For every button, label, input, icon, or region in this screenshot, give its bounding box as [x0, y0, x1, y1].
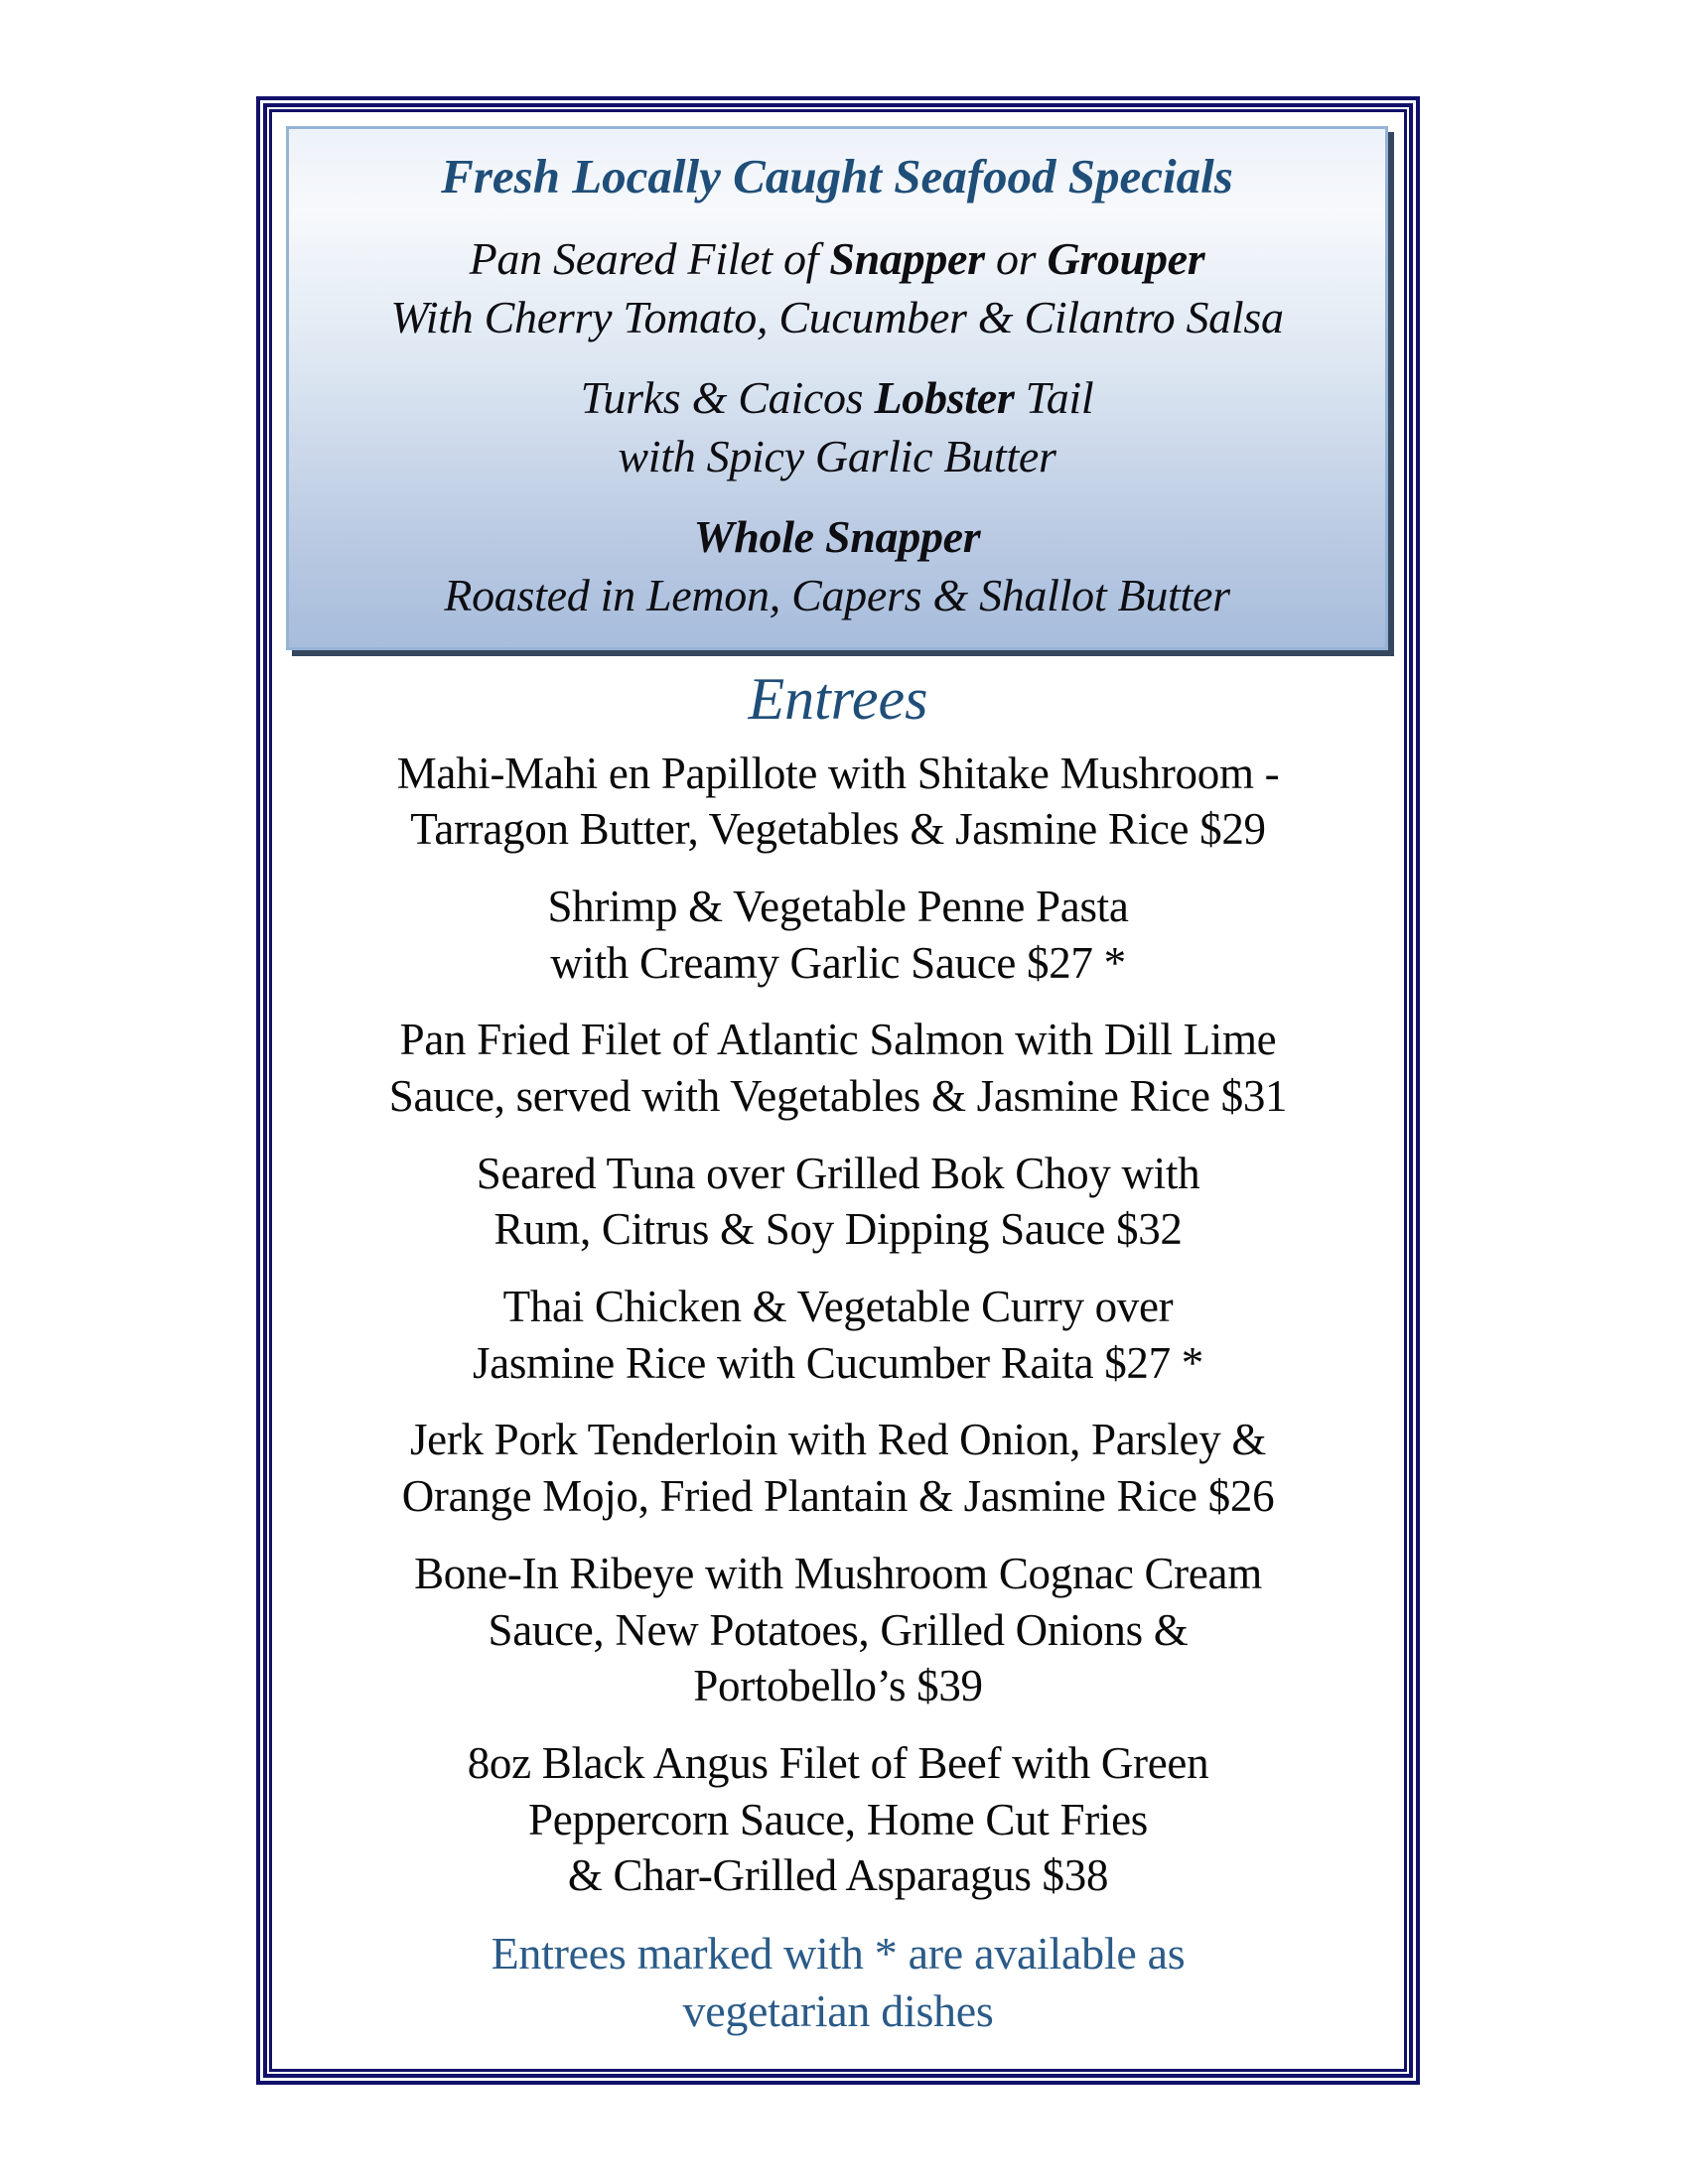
- entree-item-thai-curry: [286, 1279, 1390, 1391]
- dish-text-segment: or: [984, 233, 1048, 285]
- entrees-section-title: Entrees: [748, 665, 928, 732]
- entree-line: Pan Fried Filet of Atlantic Salmon with Dill Lime: [399, 1015, 1277, 1065]
- dish-description: with Spicy Garlic Butter: [618, 430, 1056, 481]
- dish-description: With Cherry Tomato, Cucumber & Cilantro Salsa: [390, 292, 1284, 343]
- entree-line: Jerk Pork Tenderloin with Red Onion, Parsley &: [409, 1415, 1267, 1465]
- entree-item-shrimp-penne: [286, 879, 1390, 991]
- entree-line: Rum, Citrus & Soy Dipping Sauce $32: [493, 1204, 1183, 1255]
- specials-title: Fresh Locally Caught Seafood Specials: [441, 149, 1233, 204]
- dish-text-segment: Pan Seared Filet of: [469, 233, 830, 285]
- entree-item-ribeye: [286, 1546, 1390, 1714]
- menu-border-frame-middle: [263, 103, 1413, 2078]
- entree-line: Shrimp & Vegetable Penne Pasta: [547, 881, 1129, 931]
- entree-line: Sauce, served with Vegetables & Jasmine Rice $31: [388, 1071, 1288, 1122]
- entree-line: Jasmine Rice with Cucumber Raita $27 *: [473, 1337, 1203, 1388]
- dish-name-bold: Grouper: [1047, 233, 1205, 285]
- dish-name-bold: Lobster: [874, 372, 1015, 424]
- menu-content-area: [269, 109, 1407, 2072]
- entree-line: with Creamy Garlic Sauce $27 *: [550, 937, 1126, 988]
- seafood-specials-box: [286, 126, 1388, 650]
- entree-line: Portobello’s $39: [693, 1661, 983, 1711]
- footnote-line: Entrees marked with * are available as: [491, 1927, 1186, 1979]
- entree-item-jerk-pork: [286, 1412, 1390, 1524]
- entree-item-seared-tuna: [286, 1146, 1390, 1258]
- dish-text: [470, 233, 1205, 284]
- entree-line: Bone-In Ribeye with Mushroom Cognac Cream: [414, 1548, 1262, 1598]
- special-dish-snapper-grouper: [297, 230, 1377, 347]
- entree-line: Peppercorn Sauce, Home Cut Fries: [527, 1794, 1148, 1844]
- entree-line: & Char-Grilled Asparagus $38: [567, 1850, 1109, 1901]
- entree-item-mahi-mahi: [286, 746, 1390, 858]
- dish-name-bold: Snapper: [829, 233, 985, 285]
- special-dish-whole-snapper: [297, 508, 1377, 625]
- entree-item-filet-of-beef: [286, 1735, 1390, 1904]
- menu-border-frame: [256, 96, 1420, 2085]
- footnote-line: vegetarian dishes: [682, 1985, 994, 2037]
- dish-text-segment: Turks & Caicos: [580, 372, 875, 424]
- entree-line: Sauce, New Potatoes, Grilled Onions &: [488, 1604, 1189, 1655]
- entree-line: 8oz Black Angus Filet of Beef with Green: [467, 1737, 1209, 1788]
- vegetarian-footnote: [286, 1925, 1390, 2041]
- special-dish-lobster-tail: [297, 369, 1377, 486]
- dish-description: Roasted in Lemon, Capers & Shallot Butter: [444, 569, 1230, 620]
- entree-line: Tarragon Butter, Vegetables & Jasmine Rice $29: [410, 804, 1266, 855]
- entree-line: Seared Tuna over Grilled Bok Choy with: [476, 1148, 1200, 1198]
- entree-item-salmon: [286, 1012, 1390, 1124]
- entree-line: Thai Chicken & Vegetable Curry over: [502, 1282, 1174, 1332]
- dish-text: [581, 372, 1094, 423]
- entree-line: Mahi-Mahi en Papillote with Shitake Mushroom -: [396, 748, 1280, 798]
- dish-text-segment: Tail: [1014, 372, 1094, 424]
- entree-line: Orange Mojo, Fried Plantain & Jasmine Rice $26: [401, 1471, 1275, 1522]
- dish-name-bold: Whole Snapper: [693, 510, 981, 562]
